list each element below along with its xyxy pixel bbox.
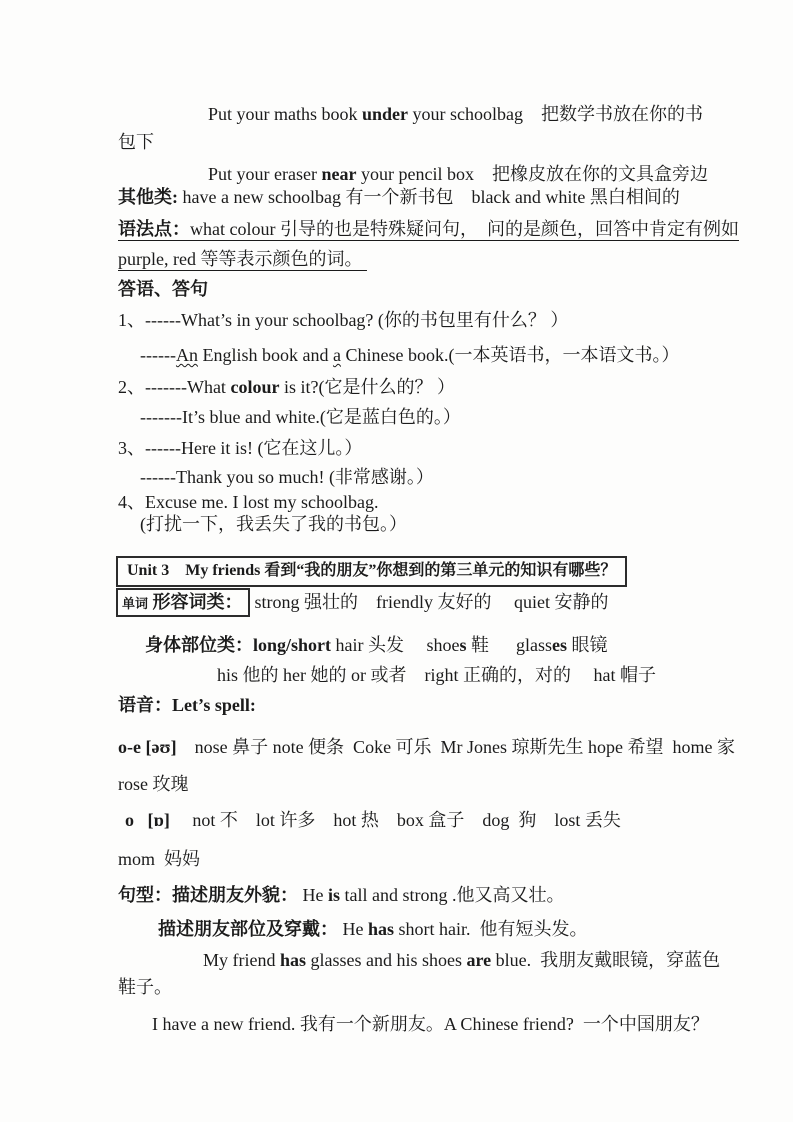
text-segment: 其他类: — [118, 187, 178, 207]
text-segment: He — [338, 919, 368, 939]
text-segment: [ɒ] — [147, 810, 170, 830]
text-segment: Put your maths book — [208, 104, 363, 124]
text-segment: English book and — [197, 345, 333, 365]
text-segment: glasses and his shoes — [306, 950, 467, 970]
line-qa1-question — [118, 307, 568, 333]
text-segment: o-e [əʊ] — [118, 737, 177, 757]
text-segment: 2、-------What — [118, 377, 231, 397]
text-segment: 鞋子。 — [118, 977, 172, 997]
line-grammar-point-1 — [118, 216, 739, 242]
line-pronouns — [217, 662, 656, 688]
text-segment: Chinese book.(一本英语书，一本语文书。） — [340, 345, 680, 365]
line-body-parts — [145, 632, 608, 658]
text-segment: long/short — [253, 635, 332, 655]
text-segment: his 他的 her 她的 or 或者 right 正确的，对的 hat 帽子 — [217, 665, 656, 685]
line-words-adjectives — [116, 589, 609, 617]
text-segment: ------ — [140, 345, 176, 365]
text-segment: blue. 我朋友戴眼镜，穿蓝色 — [491, 950, 721, 970]
line-sentence-glasses — [203, 947, 720, 973]
line-shoes-cont — [118, 974, 172, 1000]
text-segment: 鞋 glass — [466, 635, 553, 655]
text-segment: your pencil box 把橡皮放在你的文具盒旁边 — [356, 164, 708, 184]
text-segment: your schoolbag 把数学书放在你的书 — [408, 104, 704, 124]
text-segment: 眼镜 — [567, 635, 608, 655]
text-segment: near — [321, 164, 357, 184]
line-oe-sound — [118, 734, 735, 760]
text-segment: under — [362, 104, 409, 124]
text-segment: short hair. 他有短头发。 — [394, 919, 588, 939]
text-segment: Unit 3 My friends 看到“我的朋友”你想到的第三单元的知识有哪些？ — [127, 562, 617, 579]
text-segment: He — [298, 885, 328, 905]
text-segment: is it?(它是什么的？ ） — [279, 377, 455, 397]
text-segment: nose 鼻子 note 便条 Coke 可乐 Mr Jones 琼斯先生 hope 希望 home 家 — [176, 737, 736, 757]
text-segment — [134, 810, 148, 830]
text-segment: I have a new friend. 我有一个新朋友。A Chinese friend? 一个中国朋友？ — [152, 1014, 709, 1034]
text-segment: mom 妈妈 — [118, 849, 201, 869]
line-qa4-translation — [140, 511, 407, 537]
line-grammar-point-2 — [118, 246, 367, 272]
line-other-category — [118, 184, 680, 210]
text-segment: tall and strong .他又高又壮。 — [340, 885, 565, 905]
line-qa3-question — [118, 435, 362, 461]
text-segment: 语法点： — [118, 219, 190, 239]
line-rose — [118, 771, 189, 797]
text-segment: o — [125, 810, 134, 830]
text-segment: a — [332, 345, 341, 365]
text-segment: is — [328, 885, 341, 905]
text-segment: what colour 引导的也是特殊疑问句， 问的是颜色，回答中肯定有例如 — [190, 219, 739, 239]
line-answers-heading — [118, 276, 208, 302]
text-segment: not 不 lot 许多 hot 热 box 盒子 dog 狗 lost 丢失 — [169, 810, 621, 830]
line-mom — [118, 846, 200, 872]
line-baoxia — [118, 129, 154, 155]
unit3-heading — [116, 556, 627, 587]
line-qa3-answer — [140, 464, 434, 490]
text-segment: 语音： — [118, 695, 172, 715]
text-segment: are — [466, 950, 492, 970]
text-segment: 3、------Here it is! (它在这儿。） — [118, 438, 363, 458]
text-segment: -------It’s blue and white.(它是蓝白色的。） — [140, 407, 461, 427]
text-segment: has — [279, 950, 306, 970]
text-segment: es — [552, 635, 568, 655]
line-qa2-answer — [140, 404, 461, 430]
text-segment: 形容词类： — [148, 592, 243, 612]
line-new-friend — [152, 1011, 709, 1037]
text-segment: 答语、答句 — [118, 279, 208, 299]
text-segment: ------Thank you so much! (非常感谢。） — [140, 467, 434, 487]
line-sentence-wear — [158, 916, 588, 942]
line-phonics-heading — [118, 692, 256, 718]
text-segment: 句型：描述朋友外貌： — [118, 885, 298, 905]
text-segment: 单词 — [122, 596, 149, 611]
text-segment: have a new schoolbag 有一个新书包 black and white 黑白相间的 — [178, 187, 680, 207]
text-segment: hair 头发 shoe — [331, 635, 460, 655]
text-segment: rose 玫瑰 — [118, 774, 189, 794]
text-segment: 1、------What’s in your schoolbag? (你的书包里有什么？ ） — [118, 310, 569, 330]
text-segment: 4、Excuse me. I lost my schoolbag. — [118, 492, 379, 512]
text-segment: My friend — [203, 950, 280, 970]
text-segment: purple, red 等等表示颜色的词。 — [118, 249, 367, 269]
line-qa1-answer — [140, 342, 679, 368]
line-sentence-appearance — [118, 882, 565, 908]
words-label-box — [116, 588, 250, 617]
line-qa2-question — [118, 374, 455, 400]
text-segment: has — [368, 919, 395, 939]
text-segment: Put your eraser — [208, 164, 322, 184]
text-segment: strong 强壮的 friendly 友好的 quiet 安静的 — [254, 592, 609, 612]
text-segment: 包下 — [118, 132, 154, 152]
text-segment: 身体部位类： — [145, 635, 253, 655]
text-segment: An — [175, 345, 198, 365]
text-segment: colour — [230, 377, 280, 397]
line-o-sound — [125, 807, 621, 833]
text-segment: s — [459, 635, 467, 655]
text-segment: (打扰一下，我丢失了我的书包。） — [140, 514, 407, 534]
line-put-maths-book — [208, 101, 703, 127]
text-segment: Let’s spell: — [172, 695, 256, 715]
text-segment: 描述朋友部位及穿戴： — [158, 919, 338, 939]
